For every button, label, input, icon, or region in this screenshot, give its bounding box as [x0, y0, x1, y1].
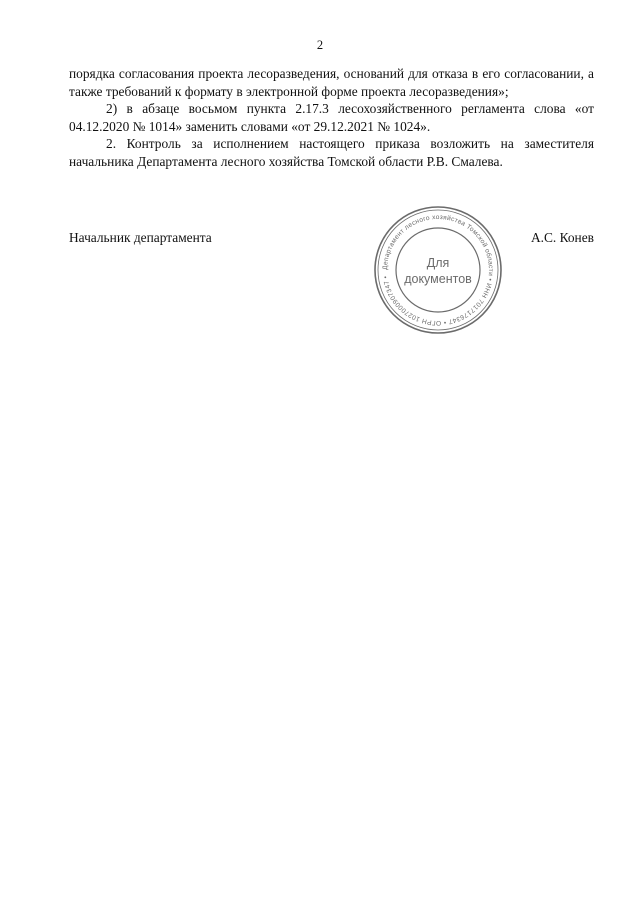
paragraph-control: 2. Контроль за исполнением настоящего приказа возложить на заместителя начальника Департамента лесного хозяйства Томской области Р.В. Смалева. — [69, 136, 594, 169]
signatory-title: Начальник департамента — [69, 230, 212, 245]
document-body — [69, 65, 594, 171]
stamp-center-line1: Для — [426, 256, 450, 270]
official-stamp — [373, 205, 503, 335]
paragraph-continuation: порядка согласования проекта лесоразведения, оснований для отказа в его согласовании, а также требований к формату в электронной форме проекта лесоразведения»; — [69, 66, 594, 99]
signature-block — [69, 229, 594, 249]
stamp-center-line2: документов — [404, 272, 472, 286]
page-number: 2 — [316, 38, 324, 52]
stamp-ring-text: Департамент лесного хозяйства Томской области • ИНН 7017176347 • ОГРН 1027000907347 • — [381, 213, 495, 327]
paragraph-amendment: 2) в абзаце восьмом пункта 2.17.3 лесохозяйственного регламента слова «от 04.12.2020 № 1014» заменить словами «от 29.12.2021 № 1024». — [69, 101, 594, 134]
signatory-name: А.С. Конев — [530, 230, 594, 245]
stamp-seal-icon — [373, 205, 503, 335]
